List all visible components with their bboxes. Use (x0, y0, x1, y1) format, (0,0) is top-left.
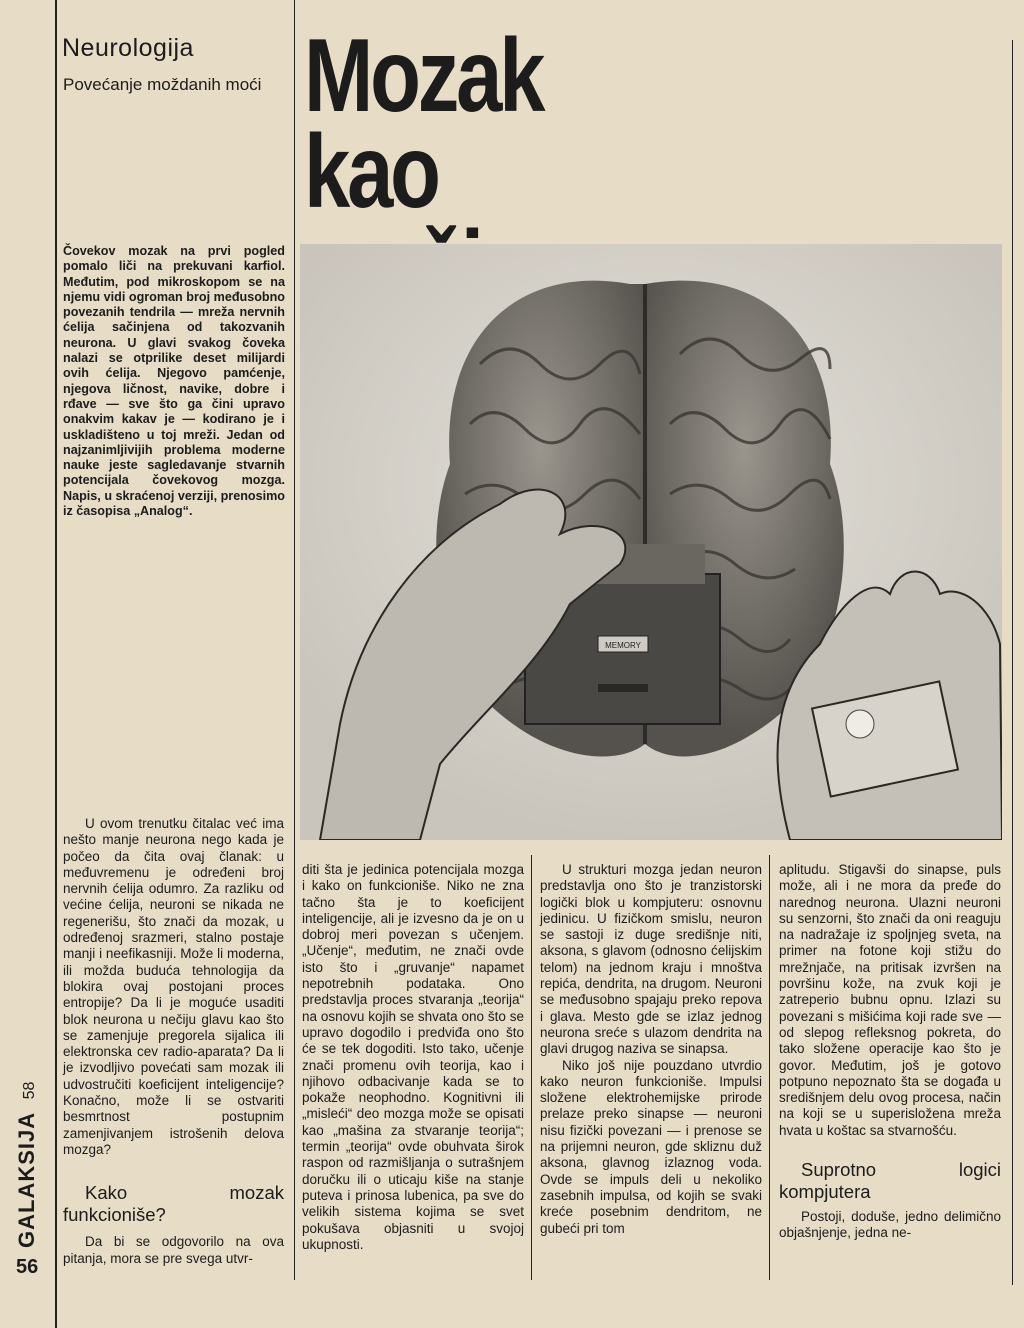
section-label: Neurologija (62, 34, 194, 62)
col1-paragraph-1: U ovom trenutku čitalac već ima nešto manje neurona nego kada je počeo da čita ovaj članak: u međuvremenu je određeni broj nervnih ćelija odumro. Za razliku od većine ćelija, neuroni se nikada ne regenerišu, što znači da mozak, u određenoj srazmeri, stalno postaje manji i neefikasniji. Može li moderna, ili možda buduća tehnologija da blokira ovaj postojani proces entropije? Da li je moguće usaditi blok neurona u nečiju glavu kao što se zamenjuje pregorela sijalica ili elektronska cev radio-aparata? Da li je izvodljivo povećati sam mozak ili udvostručiti koeficijent inteligencije? Konačno, može li se ostvariti besmrtnost postupnim zamenjivanjem istrošenih delova mozga? (63, 816, 284, 1157)
col4-paragraph-1: aplitudu. Stigavši do sinapse, puls može, ali i ne mora da pređe do narednog neurona. Ulazni neuroni su senzorni, što znači da oni reaguju na nadražaje iz spoljnjeg sveta, na primer na fotone koji stižu do mrežnjače, na pritisak izvršen na površinu kože, na zvuk koji je zatreperio bubnu opnu. Izlazi su povezani s mišićima koji rade sve — od slepog refleksnog pokreta, do tako složene operacije kao što je govor. Međutim, još je gotovo potpuno nepoznato šta se događa u središnjem delu ovog procesa, način na koji se u superisložena mreža hvata u koštac sa stvarnošću. (779, 862, 1001, 1138)
column-4 (779, 862, 1001, 1242)
column-rule-3 (769, 855, 770, 1280)
column-2 (302, 862, 524, 1253)
col3-paragraph-2: Niko još nije pouzdano utvrdio kako neuron funkcioniše. Impulsi složene elektrohemijske prirode prelaze preko sinapse — neuroni nisu fizički povezani — i prenose se na prijemni neuron, gde skliznu duž aksona, glavnog izlaznog voda. Ovde se impuls deli u nekoliko zasebnih impulsa, od kojih se svaki kreće posebnim dendritom, ne gubeći pri tom (540, 1057, 762, 1236)
right-margin-rule (1012, 40, 1013, 1285)
memory-label: MEMORY (605, 641, 641, 650)
magazine-name: GALAKSIJA (14, 1111, 39, 1248)
subheading-contrary-to-logic: Suprotno logici kompjutera (779, 1159, 1001, 1203)
lead-column-rule (294, 0, 295, 1280)
col3-paragraph-1: U strukturi mozga jedan neuron predstavlja ono što je tranzistorski logički blok u kompjuteru: osnovnu jedinicu. U fizičkom smislu, neuron se sastoji iz duge središnje niti, aksona, s glavom (odnosno ćelijskim telom) na jednom kraju i mnoštva repića, dendrita, na drugom. Neuroni se međusobno spajaju preko repova i glava. Mesto gde se izlaz jednog neurona sreće s ulazom dendrita na glavi drugog naziva se sinapsa. (540, 862, 762, 1057)
col4-paragraph-2: Postoji, doduše, jedno delimično objašnjenje, jedna ne- (779, 1209, 1001, 1241)
column-3 (540, 862, 762, 1237)
issue-number: 58 (21, 1081, 38, 1100)
page-number: 56 (16, 1256, 39, 1278)
brain-photo (300, 244, 1002, 840)
brain-illustration (300, 244, 1002, 840)
subheading-how-brain-works: Kako mozak funkcioniše? (63, 1182, 284, 1226)
magazine-logo (14, 1081, 40, 1248)
subtitle: Povećanje moždanih moći (63, 75, 262, 94)
headline-line-1: Mozak (304, 18, 543, 134)
left-margin-rule (55, 0, 57, 1328)
col1-paragraph-2: Da bi se odgovorilo na ova pitanja, mora se pre svega utvr- (63, 1234, 284, 1266)
column-1 (63, 816, 284, 1267)
column-rule-2 (531, 855, 532, 1280)
headline-line-2: kao (304, 114, 438, 230)
col2-paragraph-1: diti šta je jedinica potencijala mozga i kako on funkcioniše. Niko ne zna tačno šta je to koeficijent inteligencije, ali je izvesno da je on u dobroj meri povezan s učenjem. „Učenje“, međutim, ne znači ovde isto što i „gruvanje“ napamet nepotrebnih podataka. Ono predstavlja proces stvaranja „teorija“ na osnovu kojih se shvata ono što se upravo dogodilo i predviđa ono što će se tek dogoditi. Isto tako, učenje znači promenu ovih teorija, kao i njihovo odbacivanje kada se to pokaže neophodno. Kognitivni ili „misleći“ deo mozga može se opisati kao „mašina za stvaranje teorija“; termin „teorija“ ovde obuhvata širok raspon od razmišljanja o sutrašnjem doručku ili o uticaju kiše na stanje puteva i prinosa lubenica, pa sve do velikih sistema kojima se svet pokušava objasniti u svojoj ukupnosti. (302, 862, 524, 1252)
lead-paragraph: Čovekov mozak na prvi pogled pomalo liči na prekuvani karfiol. Međutim, pod mikroskopom se na njemu vidi ogroman broj međusobno povezanih tendrila — mreža nervnih ćelija sačinjena od takozvanih neurona. U glavi svakog čoveka nalazi se otprilike deset milijardi ovih ćelija. Njegovo pamćenje, njegova ličnost, navike, dobre i rđave — sve što ga čini upravo onakvim kakav je — kodirano je i uskladišteno u toj mreži. Jedan od najzanimljivijih problema moderne nauke jeste sagledavanje stvarnih potencijala čovekovog mozga. Napis, u skraćenoj verziji, prenosimo iz časopisa „Analog“. (63, 244, 285, 519)
